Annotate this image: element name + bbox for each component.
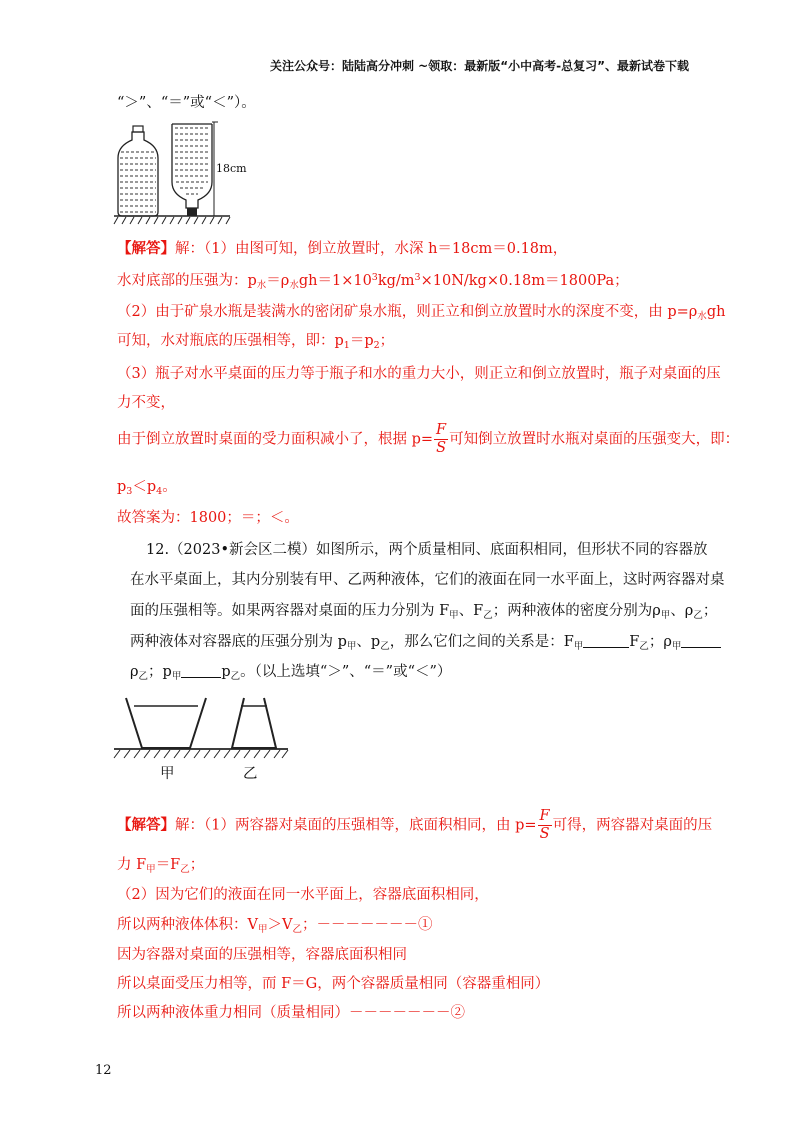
t: ＝ρ	[266, 273, 290, 289]
sub: 4	[156, 486, 163, 497]
q12-line5	[130, 662, 451, 682]
page-header: 关注公众号：陆陆高分冲刺 ~领取：最新版“小中高考-总复习”、最新试卷下载	[270, 59, 689, 73]
frac-num: F	[539, 808, 550, 824]
upright-bottle	[118, 126, 158, 216]
answer11-line7	[117, 422, 739, 457]
t: 可知倒立放置时水瓶对桌面的压强变大，即：	[449, 431, 740, 448]
sub: 2	[373, 340, 380, 351]
answer12-tag: 【解答】	[117, 816, 175, 834]
inverted-bottle	[172, 122, 218, 216]
t: ；	[379, 333, 395, 349]
answer12-line4	[117, 915, 433, 935]
answer11-line1	[117, 239, 567, 259]
sub: 乙	[230, 671, 241, 682]
t: ＞V	[267, 917, 293, 933]
sub: 乙	[380, 641, 390, 652]
sub: 乙	[639, 641, 649, 652]
label-yi: 乙	[243, 766, 258, 782]
t: gh＝1×10	[298, 273, 372, 289]
answer12-line3: （2）因为它们的液面在同一水平面上，容器底面积相同，	[117, 887, 489, 903]
t: ρ	[130, 664, 139, 680]
sup: 3	[414, 272, 421, 283]
t: 水对底部的压强为：p	[117, 273, 257, 289]
blank-pressure[interactable]	[181, 663, 221, 678]
t: F	[629, 634, 640, 650]
page-number: 12	[95, 1063, 112, 1078]
t: ＝p	[349, 333, 374, 349]
t: 解：（1）两容器对桌面的压强相等，底面积相同，由 p=	[175, 817, 537, 834]
sub: 1	[343, 340, 350, 351]
sub: 乙	[483, 610, 493, 621]
bottles-figure	[112, 118, 232, 226]
answer11-text1: 解：（1）由图可知，倒立放置时，水深 h＝18cm＝0.18m，	[175, 241, 568, 257]
sub: 甲	[671, 641, 682, 652]
sub: 甲	[346, 641, 357, 652]
t: p	[117, 479, 127, 495]
t: 所以两种液体体积：V	[117, 917, 258, 933]
t: 可知，水对瓶底的压强相等，即：p	[117, 333, 344, 349]
t: ；两种液体的密度分别为ρ	[492, 603, 661, 619]
answer12-line1	[117, 808, 712, 843]
sub: 水	[289, 280, 299, 291]
sup: 3	[371, 272, 378, 283]
frac-num: F	[436, 422, 447, 438]
t: ×10N/kg×0.18m＝1800Pa；	[420, 273, 629, 289]
answer11-line8	[117, 477, 177, 497]
t: ；－－－－－－－①	[302, 917, 433, 933]
answer11-line3	[117, 302, 725, 322]
t: ；ρ	[648, 634, 672, 650]
answer11-conclusion: 故答案为：1800；＝；＜。	[117, 510, 299, 526]
q12-line1: 12.（2023•新会区二模）如图所示，两个质量相同、底面积相同，但形状不同的容器放	[146, 542, 708, 558]
t: 、ρ	[670, 603, 694, 619]
sub: 甲	[171, 671, 182, 682]
sub: 甲	[146, 864, 156, 875]
containers-figure	[112, 692, 297, 762]
t: ＝F	[155, 857, 181, 873]
label-jia: 甲	[160, 766, 175, 782]
sub: 甲	[573, 641, 584, 652]
t: ；	[702, 603, 718, 619]
t: 、F	[458, 603, 484, 619]
t: 面的压强相等。如果两容器对桌面的压力分别为 F	[130, 603, 450, 619]
sub: 乙	[138, 671, 149, 682]
answer12-line7: 所以两种液体重力相同（质量相同）－－－－－－－②	[117, 1005, 465, 1021]
t: ＜p	[132, 479, 157, 495]
t: （2）由于矿泉水瓶是装满水的密闭矿泉水瓶，则正立和倒立放置时水的深度不变，由 p=ρ	[117, 304, 698, 320]
answer11-line5: （3）瓶子对水平桌面的压力等于瓶子和水的重力大小，则正立和倒立放置时，瓶子对桌面的压	[117, 366, 721, 382]
fraction-f-over-s	[434, 422, 448, 457]
answer11-line6: 力不变，	[117, 395, 175, 411]
q12-line2: 在水平桌面上，其内分别装有甲、乙两种液体，它们的液面在同一水平面上，这时两容器对桌	[130, 572, 725, 588]
t: 力 F	[117, 857, 147, 873]
t: 。（以上选填“＞”、“＝”或“＜”）	[240, 664, 452, 680]
answer11-line2	[117, 271, 629, 291]
blank-force[interactable]	[583, 633, 629, 648]
t: 由于倒立放置时桌面的受力面积减小了，根据 p=	[117, 431, 434, 448]
t: 可得，两容器对桌面的压	[552, 817, 713, 834]
answer11-tag: 【解答】	[117, 240, 175, 257]
answer12-line2	[117, 855, 204, 875]
sub: 水	[697, 311, 707, 322]
t: 两种液体对容器底的压强分别为 p	[130, 634, 347, 650]
t: 。	[162, 479, 177, 495]
frac-den: S	[436, 440, 447, 456]
fraction-f-over-s	[538, 808, 552, 843]
sub: 水	[256, 280, 267, 291]
t: kg/m	[377, 273, 415, 289]
answer12-line6: 所以桌面受压力相等，而 F＝G，两个容器质量相同（容器重相同）	[117, 976, 550, 992]
sub: 乙	[180, 864, 190, 875]
t: gh	[706, 304, 726, 320]
t: ；	[189, 857, 205, 873]
height-label: 18cm	[216, 162, 247, 175]
answer11-line4	[117, 331, 394, 351]
answer12-line5: 因为容器对桌面的压强相等，容器底面积相同	[117, 947, 407, 963]
sub: 甲	[449, 610, 459, 621]
t: ，那么它们之间的关系是：F	[389, 634, 574, 650]
q12-line3	[130, 601, 717, 621]
sub: 3	[126, 486, 133, 497]
blank-density[interactable]	[681, 633, 721, 648]
sub: 乙	[693, 610, 703, 621]
q11-options-tail: “＞”、“＝”或“＜”）。	[117, 95, 256, 111]
frac-den: S	[539, 826, 550, 842]
q12-line4	[130, 632, 721, 652]
t: 、p	[356, 634, 381, 650]
t: ；p	[148, 664, 172, 680]
t: p	[221, 664, 231, 680]
sub: 甲	[660, 610, 671, 621]
sub: 乙	[292, 924, 302, 935]
sub: 甲	[257, 924, 268, 935]
